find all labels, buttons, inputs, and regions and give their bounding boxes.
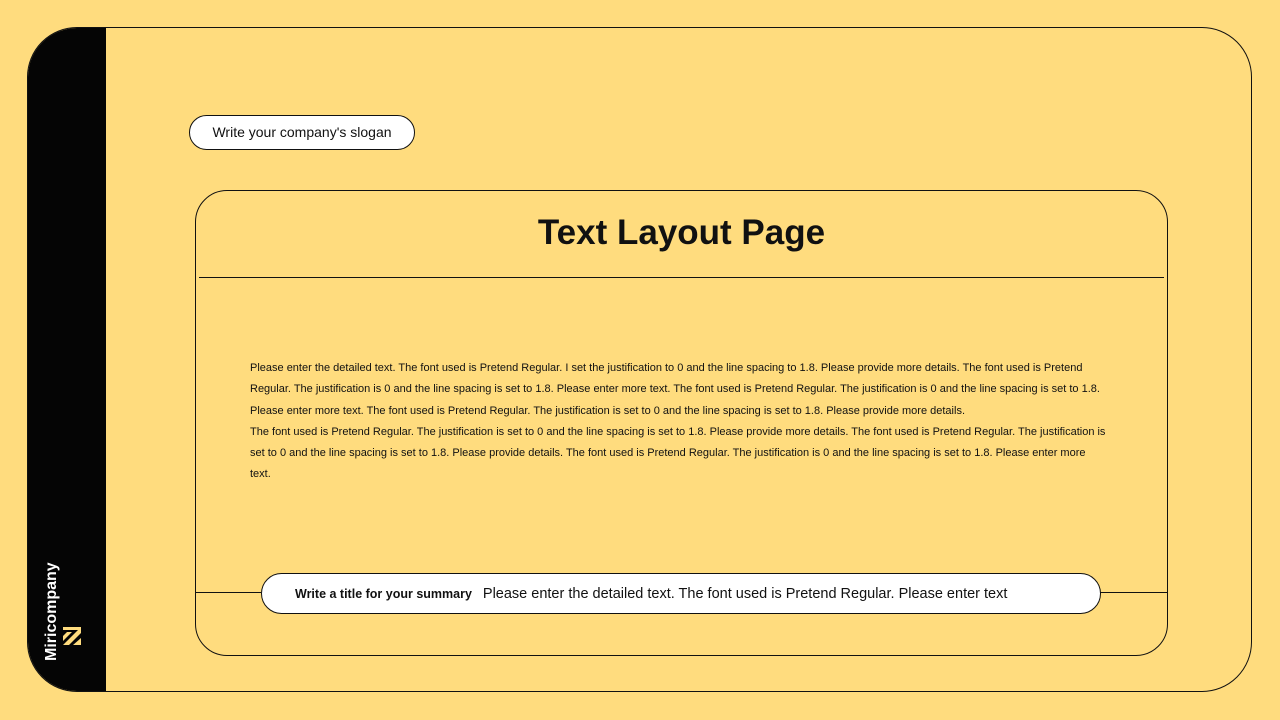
striped-z-logo-icon	[63, 627, 81, 645]
summary-text: Please enter the detailed text. The font used is Pretend Regular. Please enter text	[482, 585, 1008, 602]
summary-bar	[261, 573, 1101, 614]
paragraph: Please enter the detailed text. The font used is Pretend Regular. I set the justification to 0 and the line spacing to 1.8. Please provide more details. The font used is Pretend Regular. The justification is 0 and the line spacing is set to 1.8. Please enter more text. The font used is Pretend Regular. The justification is 0 and the line spacing is set to 1.8. Please enter more text. The font used is Pretend Regular. The justification is set to 0 and the line spacing is set to 1.8. Please provide more details.	[250, 362, 1100, 417]
paragraph: The font used is Pretend Regular. The justification is set to 0 and the line spacing is set to 1.8. Please provide more details. The font used is Pretend Regular. The justification is set to 0 and the line spacing is set to 1.8. Please provide details. The font used is Pretend Regular. The justification is 0 and the line spacing is set to 1.8. Please enter more text.	[250, 425, 1106, 481]
brand-name: Miricompany	[43, 562, 60, 661]
summary-title: Write a title for your summary	[295, 586, 472, 601]
title-divider	[199, 277, 1164, 278]
sidebar	[28, 28, 106, 691]
summary-right-line	[1100, 592, 1168, 593]
body-text	[250, 358, 1109, 486]
summary-left-line	[195, 592, 261, 593]
page-title: Text Layout Page	[537, 213, 826, 252]
slogan-pill: Write your company's slogan	[189, 115, 415, 150]
